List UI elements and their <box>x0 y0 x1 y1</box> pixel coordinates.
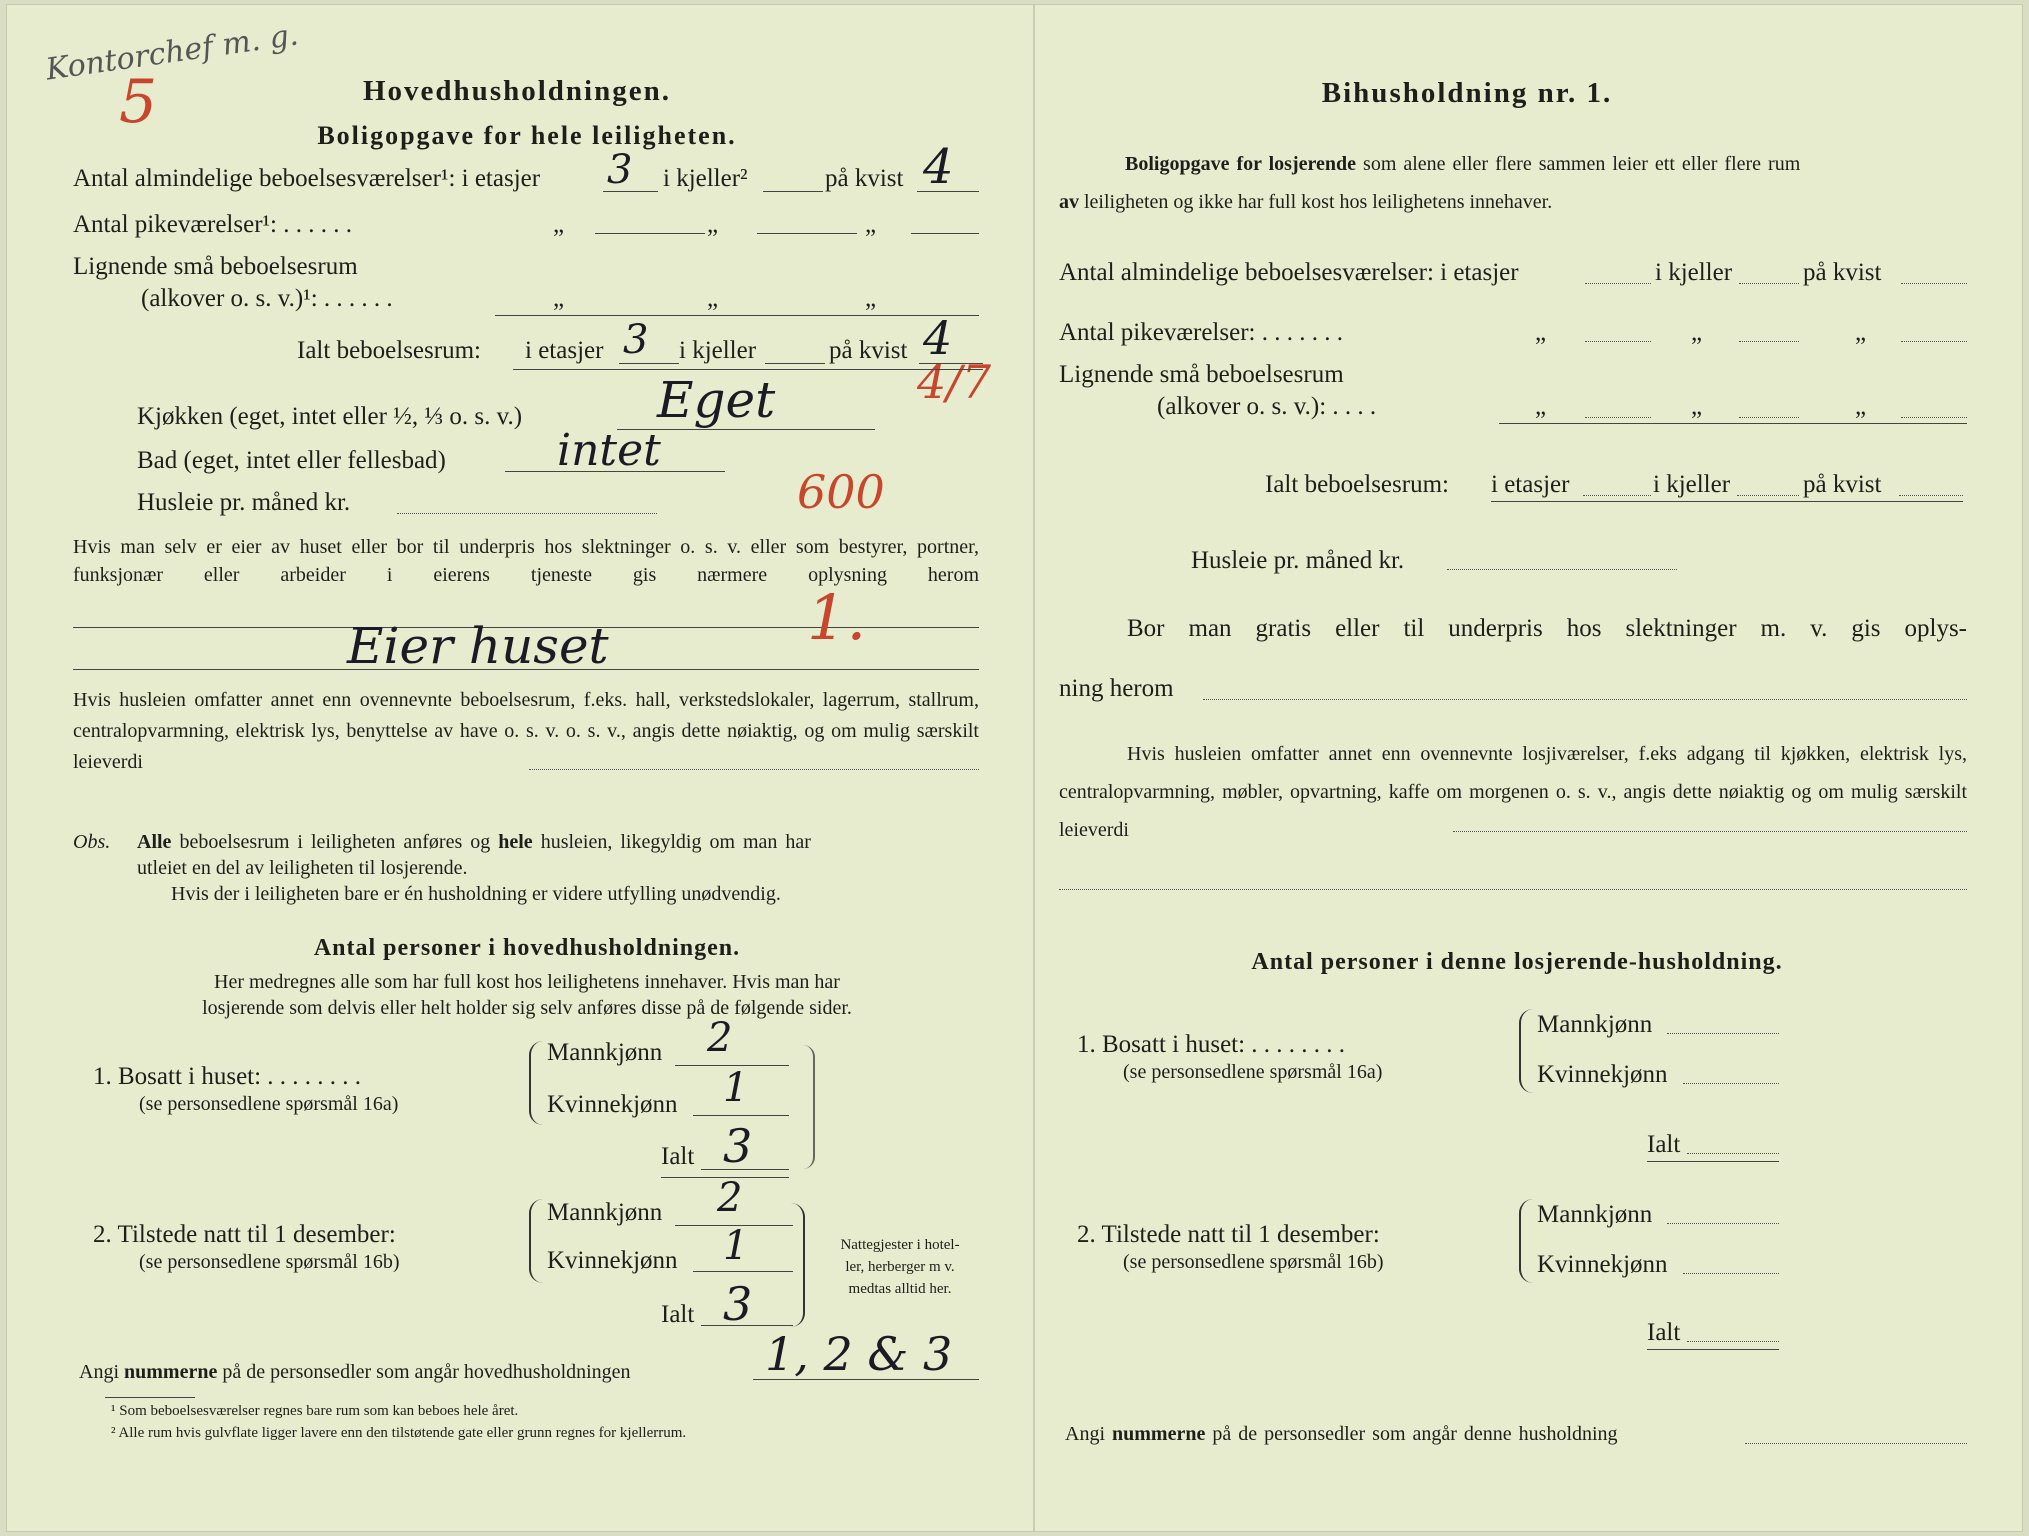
r-ialt-etasjer-line[interactable] <box>1583 495 1651 496</box>
right-intro-line-1 <box>1125 153 1800 176</box>
r-angi-c: på de personsedler som angår denne husholdning <box>1212 1423 1618 1445</box>
r-pike-ditto-1: „ <box>1535 319 1547 346</box>
eier-red-annotation: 1. <box>807 581 867 654</box>
r-q1-kvinne-label: Kvinnekjønn <box>1537 1061 1668 1088</box>
q2-mann-label: Mannkjønn <box>547 1199 663 1226</box>
r-rooms-kvist-label: på kvist <box>1803 259 1882 286</box>
persons-intro-1: Her medregnes alle som har full kost hos leilighetens innehaver. Hvis man har <box>214 971 840 993</box>
r-ialt-kjeller-line[interactable] <box>1737 495 1799 496</box>
q2-ialt-label: Ialt <box>661 1301 695 1328</box>
r-q1-mann-label: Mannkjønn <box>1537 1011 1653 1038</box>
lign-ditto-3: „ <box>865 285 877 312</box>
rooms-kjeller-label: i kjeller² <box>663 165 748 192</box>
r-pike-ditto-2: „ <box>1691 319 1703 346</box>
ialt-kvist-label: på kvist <box>829 337 908 364</box>
ialt-etasjer-value: 3 <box>623 317 649 363</box>
r-husleien-line[interactable] <box>1453 831 1967 832</box>
r-angi-nummerne: nummerne <box>1112 1423 1206 1445</box>
q1-mann-value: 2 <box>707 1015 733 1061</box>
q2-mann-value: 2 <box>717 1175 743 1221</box>
r-gratis-line-2: ning herom <box>1059 675 1174 702</box>
husleien-line[interactable] <box>529 769 979 770</box>
footnote-2: ² Alle rum hvis gulvflate ligger lavere enn den tilstøtende gate eller grunn regnes for kjellerrum. <box>111 1425 687 1441</box>
ialt-kjeller-line[interactable] <box>765 363 825 364</box>
right-intro-bold: Boligopgave for losjerende <box>1125 153 1357 175</box>
q2-label: 2. Tilstede natt til 1 desember: <box>93 1221 396 1248</box>
right-intro-line-2 <box>1059 191 1552 214</box>
footnote-divider <box>105 1397 195 1398</box>
r-angi-line <box>1065 1423 1618 1446</box>
q2-kvinne-line[interactable] <box>693 1271 793 1272</box>
pike-kvist-line[interactable] <box>911 233 979 234</box>
r-ialt-kvist-label: på kvist <box>1803 471 1882 498</box>
r-ialt-kjeller-label: i kjeller <box>1653 471 1731 498</box>
husleie-label: Husleie pr. måned kr. <box>137 489 351 516</box>
ialt-red-annotation: 4/7 <box>917 355 992 409</box>
right-intro-text-1: som alene eller flere sammen leier ett eller flere rum <box>1363 153 1801 175</box>
obs-text-b: husleien, likegyldig om man har <box>540 831 811 853</box>
rooms-kvist-value: 4 <box>923 139 954 195</box>
q1-sub: (se personsedlene spørsmål 16a) <box>139 1093 399 1115</box>
r-q1-ialt-line[interactable] <box>1687 1153 1779 1154</box>
pike-kjeller-line[interactable] <box>757 233 857 234</box>
q2-sub: (se personsedlene spørsmål 16b) <box>139 1251 400 1273</box>
r-husleien-instructions: Hvis husleien omfatter annet enn ovennevnte losjiværelser, f.eks adgang til kjøkken, elektrisk lys, centralopvarmning, møbler, opvartning, kaffe om morgenen o. s. v., angis dette nøiaktig og om mulig særskilt leieverdi <box>1059 743 1967 841</box>
ialt-kvist-value: 4 <box>923 311 953 365</box>
r-q2-kvinne-label: Kvinnekjønn <box>1537 1251 1668 1278</box>
r-q2-sub: (se personsedlene spørsmål 16b) <box>1123 1251 1384 1273</box>
r-q1-kvinne-line[interactable] <box>1683 1083 1779 1084</box>
r-q2-kvinne-line[interactable] <box>1683 1273 1779 1274</box>
q1-ialt-value: 3 <box>723 1119 753 1173</box>
q1-pencil-bracket <box>803 1045 815 1169</box>
angi-nummerne: nummerne <box>124 1361 218 1383</box>
obs-line-1 <box>137 831 811 854</box>
census-form-sheet <box>6 4 2023 1532</box>
r-lign-kvist-line[interactable] <box>1901 417 1967 418</box>
r-ialt-label: Ialt beboelsesrum: <box>1265 471 1449 498</box>
obs-hele: hele <box>498 831 533 853</box>
r-q2-brace <box>1519 1199 1533 1283</box>
r-angi-field-line[interactable] <box>1745 1443 1967 1444</box>
left-title: Hovedhusholdningen. <box>363 75 671 107</box>
nattegjester-note-3: medtas alltid her. <box>848 1281 952 1297</box>
kjokken-value: Eget <box>657 371 776 429</box>
r-pike-ditto-3: „ <box>1855 319 1867 346</box>
pike-label: Antal pikeværelser¹: . . . . . . <box>73 211 352 238</box>
right-title: Bihusholdning nr. 1. <box>1321 77 1613 109</box>
eier-instructions: Hvis man selv er eier av huset eller bor til underpris hos slektninger o. s. v. eller som bestyrer, portner, funksjonær eller arbeider i eierens tjeneste gis nærmere oplysning herom <box>73 536 979 586</box>
r-q2-label: 2. Tilstede natt til 1 desember: <box>1077 1221 1380 1248</box>
ialt-kjeller-label: i kjeller <box>679 337 757 364</box>
ialt-etasjer-line[interactable] <box>619 363 679 364</box>
r-lign-etasjer-line[interactable] <box>1585 417 1651 418</box>
rooms-etasjer-value: 3 <box>607 147 633 193</box>
r-ialt-kvist-line[interactable] <box>1899 495 1963 496</box>
lign-ditto-2: „ <box>707 285 719 312</box>
eier-value: Eier huset <box>347 617 609 675</box>
obs-alle: Alle <box>137 831 172 853</box>
persons-title: Antal personer i hovedhusholdningen. <box>313 935 741 961</box>
r-q2-ialt-line[interactable] <box>1687 1341 1779 1342</box>
r-q1-label: 1. Bosatt i huset: . . . . . . . . <box>1077 1031 1346 1058</box>
margin-note: Kontorchef m. g. <box>43 17 301 88</box>
r-lign-kjeller-line[interactable] <box>1739 417 1799 418</box>
r-q1-mann-line[interactable] <box>1667 1033 1779 1034</box>
angi-value: 1, 2 & 3 <box>765 1327 953 1381</box>
r-rooms-kjeller-line[interactable] <box>1739 283 1799 284</box>
lign-ditto-1: „ <box>553 285 565 312</box>
q1-brace <box>529 1041 543 1125</box>
r-husleie-line[interactable] <box>1447 569 1677 570</box>
nattegjester-note-2: ler, herberger m v. <box>845 1259 955 1275</box>
pike-etasjer-line[interactable] <box>595 233 705 234</box>
r-lign-ditto-2: „ <box>1691 393 1703 420</box>
r-lign-ditto-3: „ <box>1855 393 1867 420</box>
margin-number: 5 <box>119 67 158 137</box>
r-pike-etasjer-line[interactable] <box>1585 341 1651 342</box>
r-rooms-kvist-line[interactable] <box>1901 283 1967 284</box>
pike-ditto-2: „ <box>707 211 719 238</box>
r-lign-ditto-1: „ <box>1535 393 1547 420</box>
r-rooms-label: Antal almindelige beboelsesværelser: i etasjer <box>1059 259 1519 286</box>
pike-ditto-1: „ <box>553 211 565 238</box>
angi-line <box>79 1361 631 1384</box>
obs-line-2: utleiet en del av leiligheten til losjerende. <box>137 857 468 879</box>
kjokken-label: Kjøkken (eget, intet eller ½, ⅓ o. s. v.) <box>137 403 523 430</box>
rooms-kjeller-line[interactable] <box>763 191 823 192</box>
husleie-value: 600 <box>797 465 885 519</box>
right-intro-text-2: leiligheten og ikke har full kost hos leilighetens innehaver. <box>1084 191 1553 213</box>
pike-ditto-3: „ <box>865 211 877 238</box>
angi-a: Angi <box>79 1361 119 1383</box>
q1-kvinne-label: Kvinnekjønn <box>547 1091 678 1118</box>
footnote-1: ¹ Som beboelsesværelser regnes bare rum som kan beboes hele året. <box>111 1403 519 1419</box>
lignende-label-1: Lignende små beboelsesrum <box>73 253 358 280</box>
obs-text-a: beboelsesrum i leiligheten anføres og <box>179 831 491 853</box>
r-husleien-line-2[interactable] <box>1059 889 1967 890</box>
q1-kvinne-line[interactable] <box>693 1115 789 1116</box>
r-lignende-label-2: (alkover o. s. v.): . . . . <box>1157 393 1377 420</box>
r-lignende-label-1: Lignende små beboelsesrum <box>1059 361 1344 388</box>
ialt-rooms-label: Ialt beboelsesrum: <box>297 337 481 364</box>
rooms-kvist-label: på kvist <box>825 165 904 192</box>
r-gratis-line-1: Bor man gratis eller til underpris hos slektninger m. v. gis oplys- <box>1127 615 1967 642</box>
left-subtitle: Boligopgave for hele leiligheten. <box>317 121 737 150</box>
r-pike-label: Antal pikeværelser: . . . . . . . <box>1059 319 1343 346</box>
q1-mann-label: Mannkjønn <box>547 1039 663 1066</box>
eier-line-2[interactable] <box>73 669 979 670</box>
r-q1-sub: (se personsedlene spørsmål 16a) <box>1123 1061 1383 1083</box>
q2-brace <box>529 1199 543 1283</box>
persons-intro-2: losjerende som delvis eller helt holder sig selv anføres disse på de følgende sider. <box>202 997 852 1019</box>
q2-kvinne-label: Kvinnekjønn <box>547 1247 678 1274</box>
q2-kvinne-value: 1 <box>723 1223 749 1269</box>
rooms-label: Antal almindelige beboelsesværelser¹: i etasjer <box>73 165 541 192</box>
r-rooms-kjeller-label: i kjeller <box>1655 259 1733 286</box>
obs-label: Obs. <box>73 831 111 853</box>
bad-value: intet <box>557 425 661 476</box>
angi-c: på de personsedler som angår hovedhusholdningen <box>222 1361 631 1383</box>
q2-right-brace <box>789 1203 805 1327</box>
lignende-label-2: (alkover o. s. v.)¹: . . . . . . <box>141 285 393 312</box>
husleie-line[interactable] <box>397 513 657 514</box>
r-gratis-field-line[interactable] <box>1203 699 1967 700</box>
r-persons-title: Antal personer i denne losjerende-husholdning. <box>1251 949 1783 975</box>
page-fold <box>1033 5 1035 1531</box>
ialt-etasjer-label: i etasjer <box>525 337 604 364</box>
r-ialt-underline <box>1491 501 1963 502</box>
r-rooms-etasjer-line[interactable] <box>1585 283 1651 284</box>
r-angi-a: Angi <box>1065 1423 1105 1445</box>
r-pike-kvist-line[interactable] <box>1901 341 1967 342</box>
r-q1-ialt-label: Ialt <box>1647 1131 1681 1158</box>
r-husleie-label: Husleie pr. måned kr. <box>1191 547 1405 574</box>
r-q2-ialt-label: Ialt <box>1647 1319 1681 1346</box>
q1-label: 1. Bosatt i huset: . . . . . . . . <box>93 1063 362 1090</box>
q1-kvinne-value: 1 <box>723 1065 749 1111</box>
husleien-instructions: Hvis husleien omfatter annet enn ovennevnte beboelsesrum, f.eks. hall, verkstedslokaler, lagerrum, stallrum, centralopvarmning, elektrisk lys, benyttelse av have o. s. v. o. s. v., angis dette nøiaktig, og om mulig særskilt leieverdi <box>73 689 979 773</box>
lignende-underline <box>495 315 979 316</box>
r-lignende-underline <box>1499 423 1967 424</box>
right-intro-av: av <box>1059 191 1079 213</box>
q1-ialt-label: Ialt <box>661 1143 695 1170</box>
r-q2-mann-label: Mannkjønn <box>1537 1201 1653 1228</box>
nattegjester-note-1: Nattegjester i hotel- <box>840 1237 960 1253</box>
q2-ialt-value: 3 <box>723 1277 753 1331</box>
r-q1-brace <box>1519 1009 1533 1093</box>
r-q2-mann-line[interactable] <box>1667 1223 1779 1224</box>
r-pike-kjeller-line[interactable] <box>1739 341 1799 342</box>
r-q2-ialt-underline <box>1647 1349 1779 1350</box>
ialt-underline <box>513 369 983 370</box>
r-q1-ialt-underline <box>1647 1161 1779 1162</box>
bad-label: Bad (eget, intet eller fellesbad) <box>137 447 446 474</box>
r-ialt-etasjer-label: i etasjer <box>1491 471 1570 498</box>
obs-line-3: Hvis der i leiligheten bare er én husholdning er videre utfylling unødvendig. <box>171 883 781 905</box>
